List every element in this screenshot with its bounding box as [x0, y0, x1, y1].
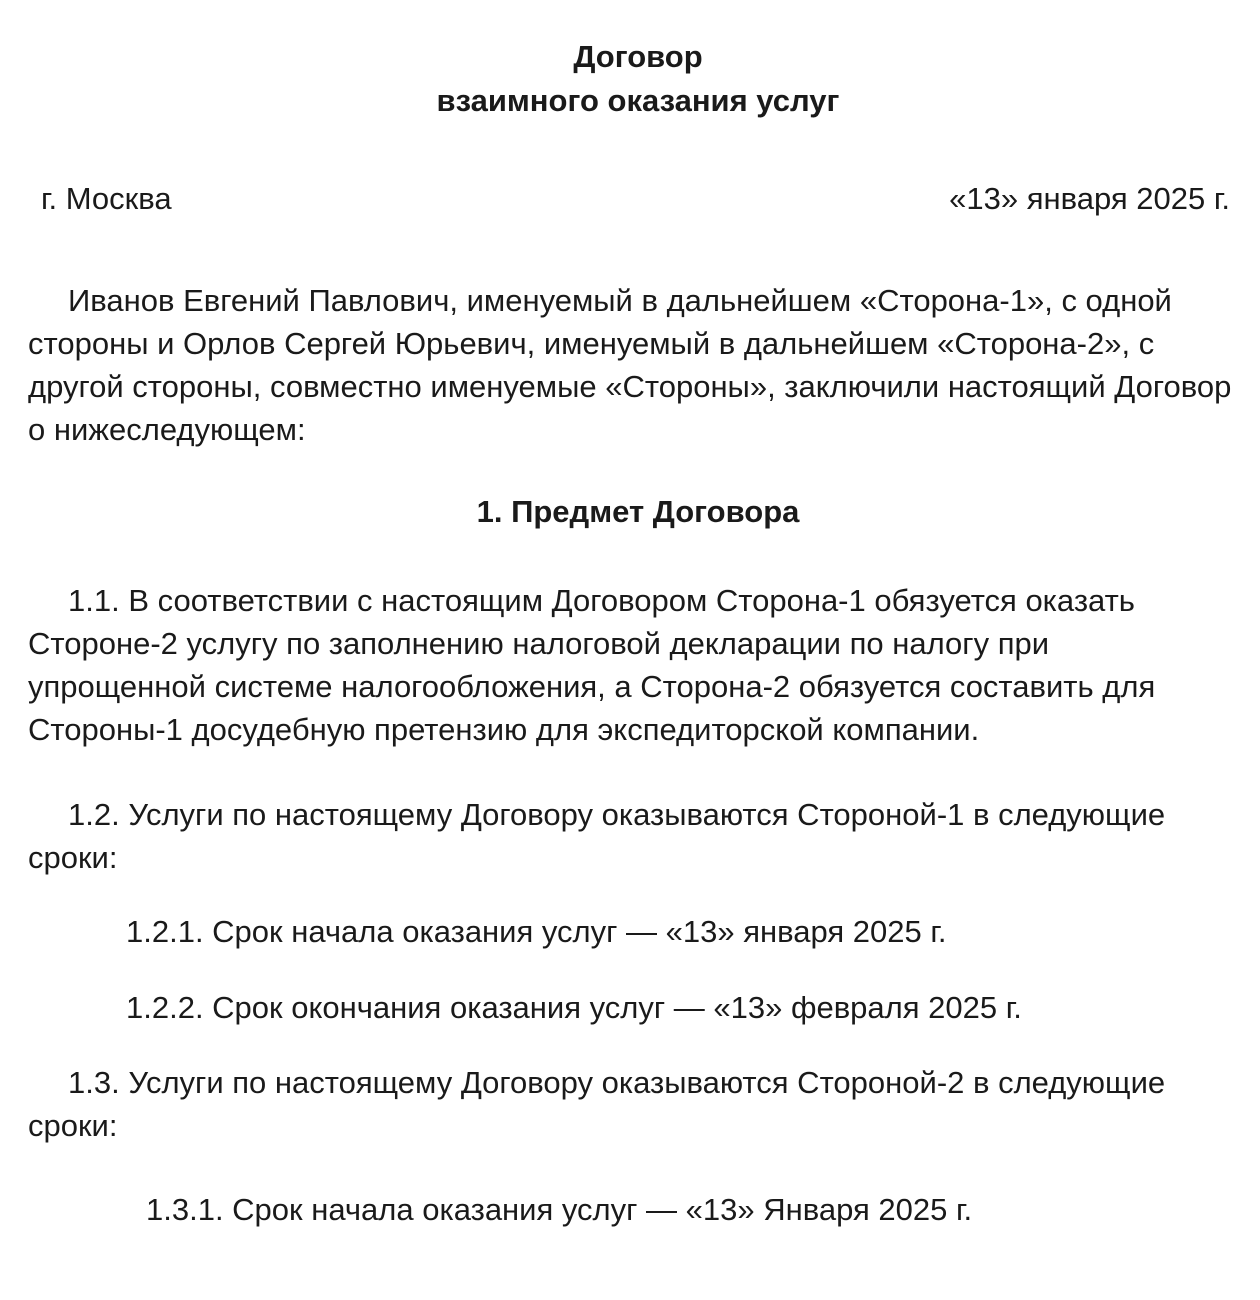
document-title: Договор	[573, 39, 703, 74]
clause-1-2-1: 1.2.1. Срок начала оказания услуг — «13» января 2025 г.	[126, 914, 947, 949]
clause-1-3-1: 1.3.1. Срок начала оказания услуг — «13» Января 2025 г.	[146, 1192, 973, 1227]
clause-1-1: 1.1. В соответствии с настоящим Договором Сторона-1 обязуется оказать Стороне-2 услугу по заполнению налоговой декларации по налогу при упрощенной системе налогообложения, а Сторона-2 обязуется составить для Стороны-1 досудебную претензию для экспедиторской компании.	[28, 583, 1156, 747]
contract-date: «13» января 2025 г.	[949, 181, 1230, 216]
intro-paragraph: Иванов Евгений Павлович, именуемый в дальнейшем «Сторона-1», с одной стороны и Орлов Сергей Юрьевич, именуемый в дальнейшем «Сторона-2», с другой стороны, совместно именуемые «Стороны», заключили настоящий Договор о нижеследующем:	[28, 283, 1232, 447]
clause-1-2-2: 1.2.2. Срок окончания оказания услуг — «13» февраля 2025 г.	[126, 990, 1022, 1025]
clause-1-3: 1.3. Услуги по настоящему Договору оказываются Стороной-2 в следующие сроки:	[28, 1065, 1166, 1143]
clause-1-2: 1.2. Услуги по настоящему Договору оказываются Стороной-1 в следующие сроки:	[28, 797, 1166, 875]
section-heading: 1. Предмет Договора	[476, 494, 800, 529]
document-subtitle: взаимного оказания услуг	[436, 83, 840, 118]
contract-city: г. Москва	[41, 181, 172, 216]
